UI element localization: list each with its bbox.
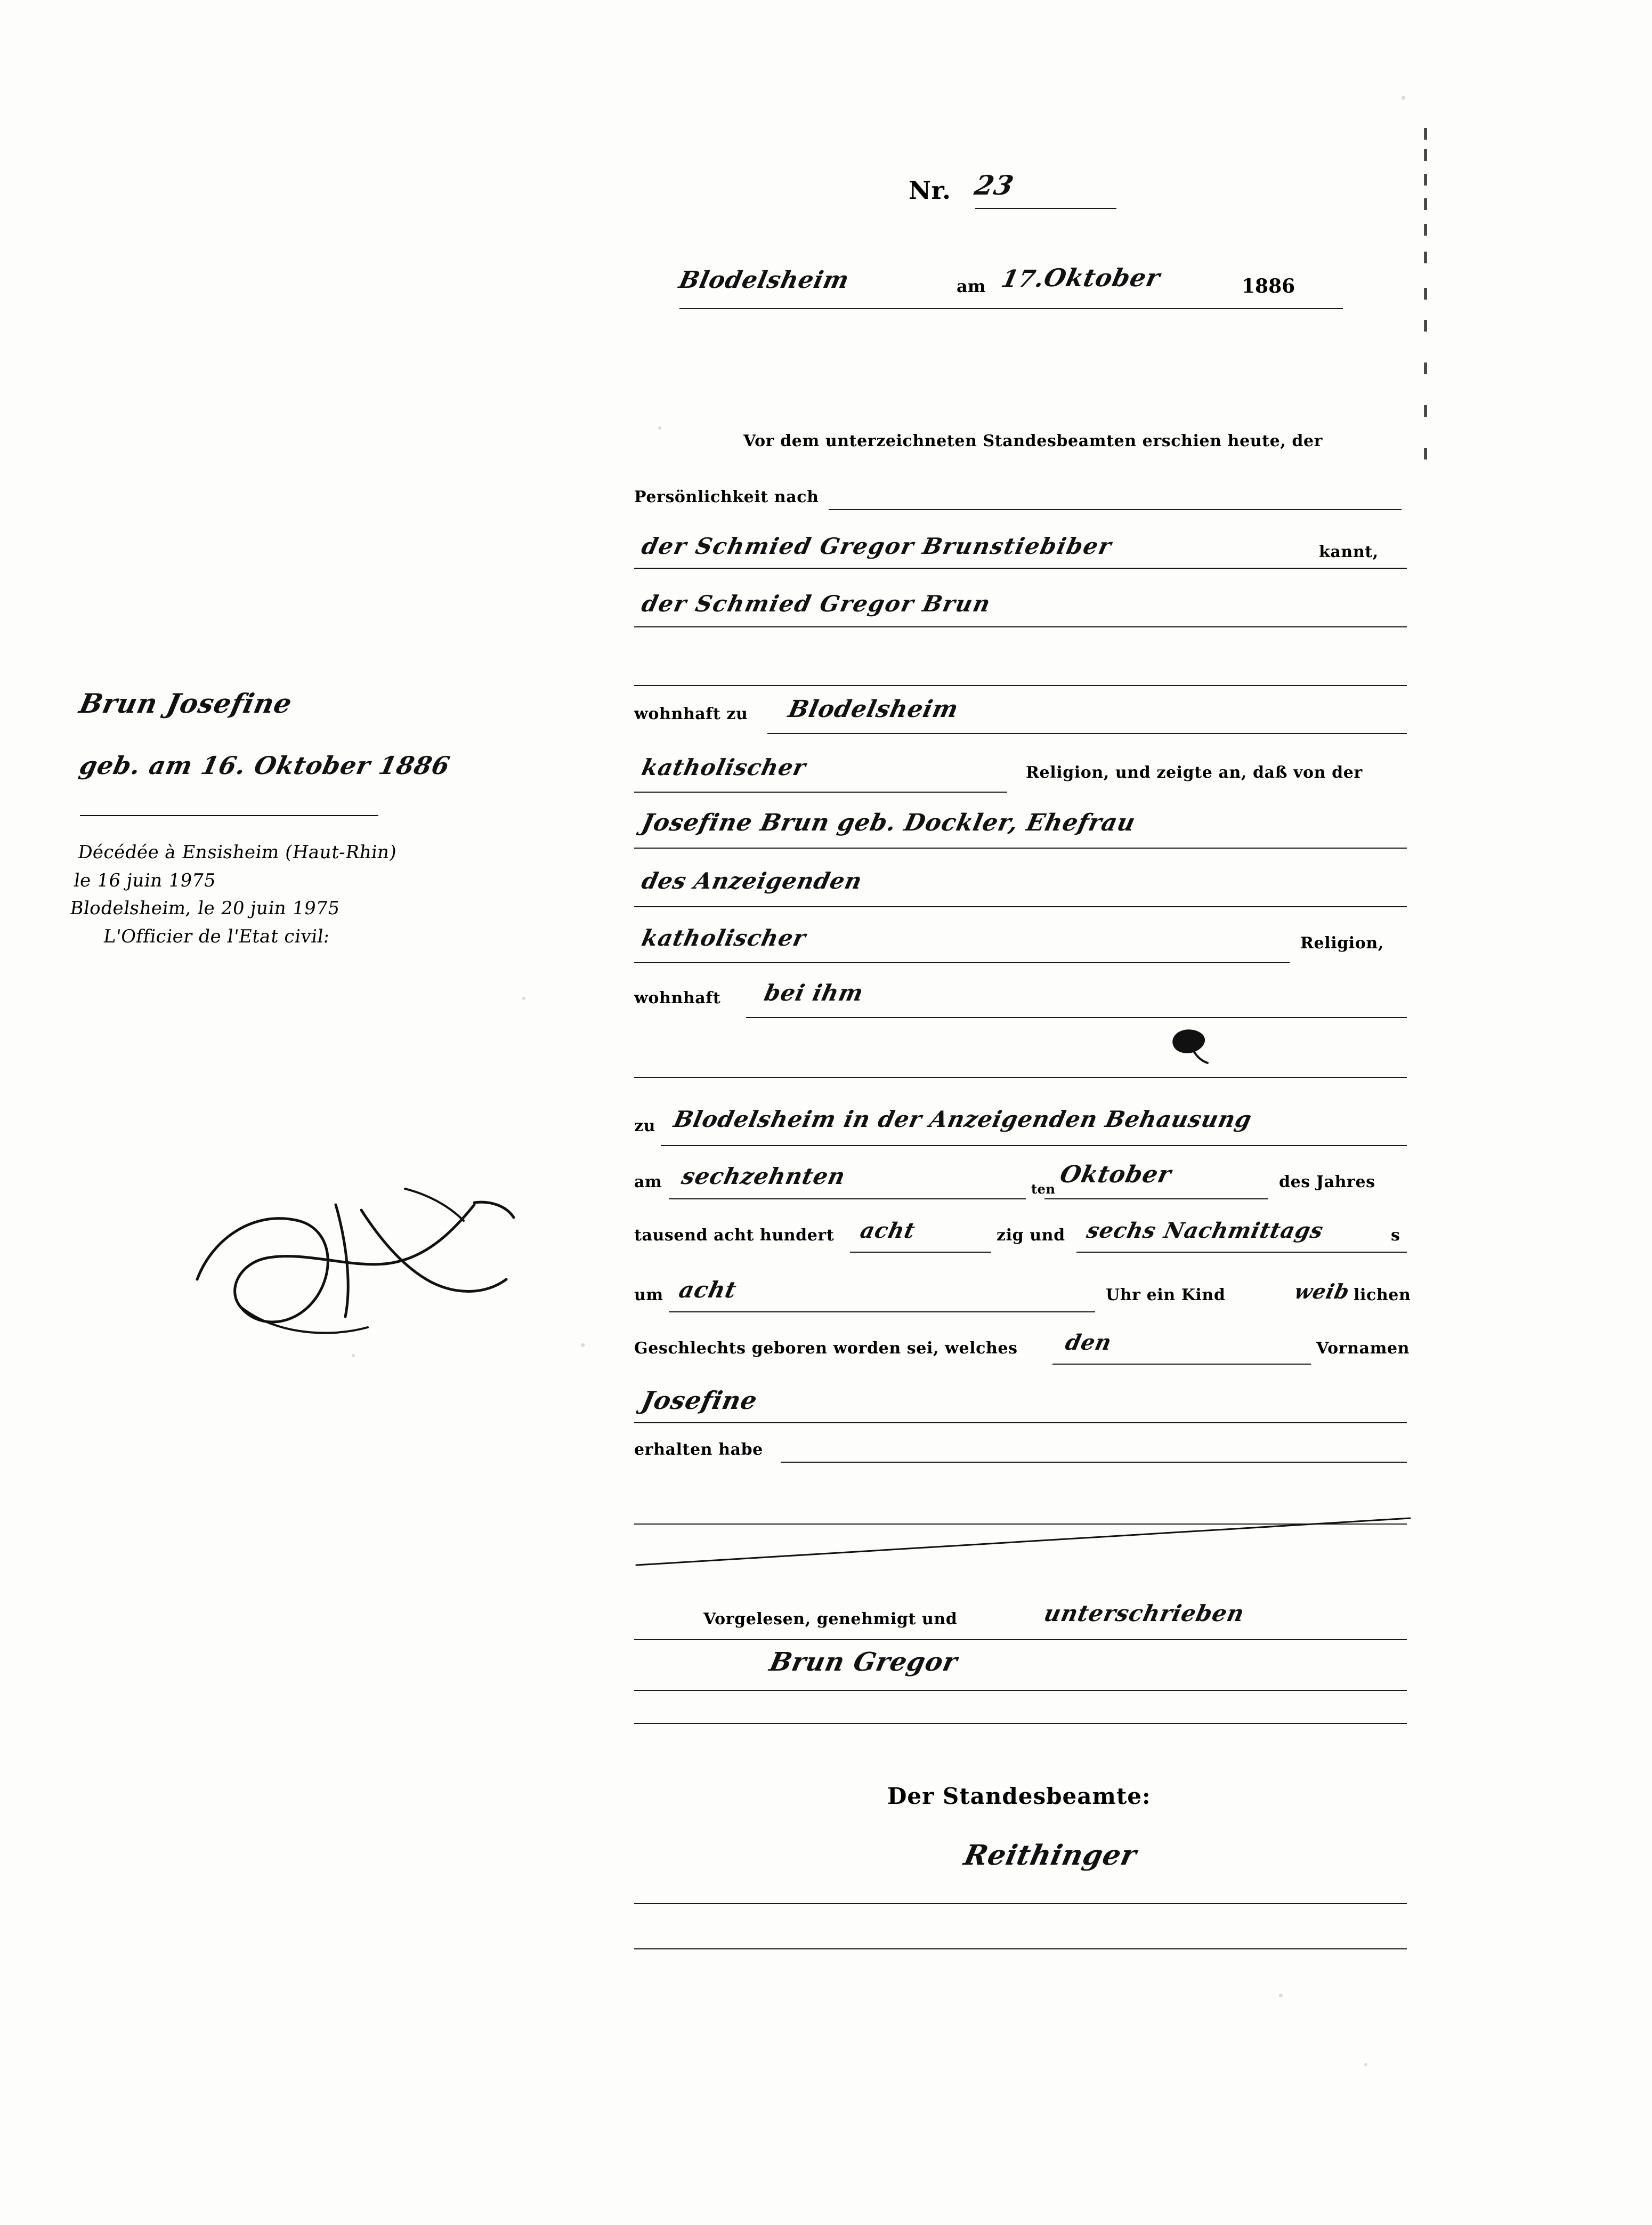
firstname-hand: Josefine <box>639 1386 760 1415</box>
record-number-rule <box>975 208 1116 209</box>
declarant-signature: Brun Gregor <box>767 1647 961 1677</box>
year-hand-2: sechs <box>1084 1218 1159 1243</box>
record-number-label: Nr. <box>909 176 951 205</box>
religion-label-2: Religion, <box>1300 934 1384 953</box>
mother-rule-2 <box>634 906 1407 907</box>
birth-month-hand: Oktober <box>1057 1161 1174 1188</box>
margin-note-death-line-1: Décédée à Ensisheim (Haut-Rhin) <box>76 842 399 863</box>
religion-rule-1 <box>634 792 1007 793</box>
officer-rule-1 <box>634 1903 1407 1904</box>
time-of-day-hand: Nachmittags <box>1162 1218 1326 1243</box>
religion-label-1: Religion, und zeigte an, daß von der <box>1026 763 1363 782</box>
blank-rule-2 <box>634 1077 1407 1078</box>
mother-hand-1: Josefine Brun geb. Dockler, Ehefrau <box>639 809 1138 836</box>
identity-hand-1: der Schmied Gregor Brunstiebiber <box>639 533 1115 559</box>
time-label-um: um <box>634 1286 663 1304</box>
residence-rule <box>767 733 1407 734</box>
des-jahres-label: des Jahres <box>1279 1173 1375 1191</box>
birthplace-rule <box>661 1145 1407 1146</box>
uhr-kind-label: Uhr ein Kind <box>1106 1286 1226 1304</box>
time-hand: acht <box>676 1277 739 1303</box>
birthdate-label-am: am <box>634 1173 662 1191</box>
identity-rule <box>829 509 1402 510</box>
cancellation-stroke <box>634 1471 1412 1567</box>
ink-blot <box>1162 1023 1220 1071</box>
margin-note-divider <box>80 815 378 816</box>
margin-officer-signature <box>176 1173 570 1349</box>
birthdate-day-hand: sechzehnten <box>679 1163 848 1189</box>
vorgelesen-label: Vorgelesen, genehmigt und <box>703 1610 958 1629</box>
birthplace-hand: Blodelsheim in der Anzeigenden Behausung <box>671 1106 1254 1132</box>
am-label: am <box>957 276 986 296</box>
header-rule <box>679 308 1343 309</box>
identity-label: Persönlichkeit nach <box>634 488 819 506</box>
erhalten-rule <box>781 1462 1407 1463</box>
sex-hand: weib <box>1292 1279 1352 1303</box>
declarant-rule <box>634 1690 1407 1691</box>
religion-rule-2 <box>634 962 1290 963</box>
geschlechts-label: Geschlechts geboren worden sei, welches <box>634 1339 1018 1358</box>
officer-rule-2 <box>634 1948 1407 1949</box>
birth-month-rule <box>1044 1198 1268 1199</box>
residence-hand-2: bei ihm <box>762 980 866 1006</box>
identity-hand-2: der Schmied Gregor Brun <box>639 591 994 617</box>
scan-speckle <box>1279 1994 1283 1997</box>
officer-signature: Reithinger <box>961 1839 1140 1872</box>
mother-rule-1 <box>634 848 1407 849</box>
lichen-suffix-label: lichen <box>1354 1286 1411 1304</box>
vornamen-rule <box>1052 1364 1311 1365</box>
scan-speckle <box>1402 96 1405 100</box>
vornamen-label: Vornamen <box>1316 1339 1410 1358</box>
scan-speckle <box>658 426 661 430</box>
year-rule-1 <box>850 1252 991 1253</box>
scan-speckle <box>522 997 525 1000</box>
mother-hand-2: des Anzeigenden <box>639 868 865 894</box>
residence-hand: Blodelsheim <box>785 696 961 723</box>
margin-note-born: geb. am 16. Oktober 1886 <box>77 751 453 780</box>
scan-speckle <box>1364 2063 1367 2066</box>
margin-note-name: Brun Josefine <box>76 688 295 719</box>
day-handwritten: 17. <box>999 265 1047 293</box>
year-rule-2 <box>1076 1252 1407 1253</box>
blank-rule-1 <box>634 685 1407 686</box>
margin-note-death-line-4: L'Officier de l'Etat civil: <box>102 926 331 948</box>
officer-title: Der Standesbeamte: <box>887 1783 1151 1809</box>
year-hand-1: acht <box>858 1218 918 1243</box>
birthdate-day-rule <box>669 1198 1026 1199</box>
month-handwritten: Oktober <box>1041 263 1163 292</box>
page-edge-marks <box>1424 128 1428 501</box>
place-handwritten: Blodelsheim <box>676 267 852 294</box>
religion-hand-1: katholischer <box>639 754 808 780</box>
scan-speckle <box>581 1343 585 1347</box>
year-printed: 1886 <box>1242 275 1295 297</box>
margin-note-death-block <box>64 839 629 951</box>
identity-rule-2 <box>634 568 1407 569</box>
vorgelesen-rule <box>634 1639 1407 1640</box>
firstname-rule <box>634 1422 1407 1423</box>
firstname-count-hand: den <box>1063 1330 1114 1355</box>
residence-label-2: wohnhaft <box>634 989 721 1007</box>
margin-annotation <box>68 688 629 951</box>
residence-rule-2 <box>746 1017 1407 1018</box>
birthplace-label: zu <box>634 1117 656 1135</box>
residence-label: wohnhaft zu <box>634 705 748 723</box>
erhalten-label: erhalten habe <box>634 1440 763 1459</box>
margin-note-death-line-3: Blodelsheim, le 20 juin 1975 <box>68 898 342 920</box>
record-number-value: 23 <box>971 170 1017 201</box>
identity-hand-1-tail: kannt, <box>1319 543 1379 561</box>
year-prefix-label: tausend acht hundert <box>634 1226 835 1245</box>
time-rule <box>669 1311 1095 1312</box>
zig-und-label: zig und <box>997 1226 1065 1245</box>
scan-speckle <box>352 1354 355 1357</box>
identity-rule-3 <box>634 626 1407 627</box>
ten-suffix-label: ten <box>1031 1181 1056 1197</box>
vorgelesen-hand: unterschrieben <box>1041 1600 1247 1626</box>
religion-hand-2: katholischer <box>639 925 808 951</box>
margin-note-death-line-2: le 16 juin 1975 <box>72 869 217 891</box>
intro-text: Vor dem unterzeichneten Standesbeamten erschien heute, der <box>743 432 1323 450</box>
s-suffix-label: s <box>1391 1226 1400 1245</box>
blank-rule-4 <box>634 1723 1407 1724</box>
